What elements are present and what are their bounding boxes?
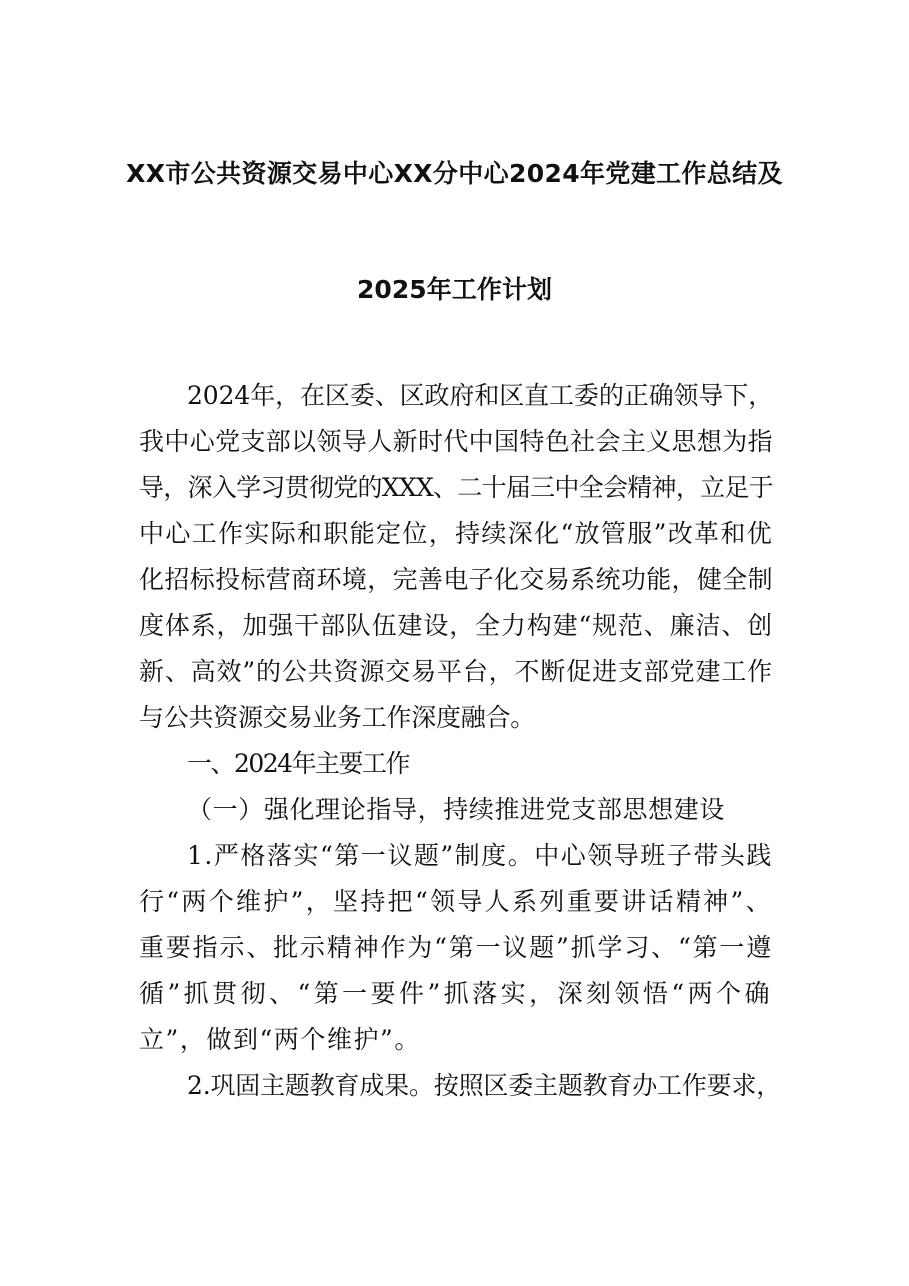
item-1-line-3: 重要指示、批示精神作为“第一议题”抓学习、“第一遵 xyxy=(139,933,774,962)
body-line-3: 导，深入学习贯彻党的XXX、二十届三中全会精神，立足于 xyxy=(139,473,773,502)
body-line-2: 我中心党支部以领导人新时代中国特色社会主义思想为指 xyxy=(139,427,774,456)
item-1-line-2: 行“两个维护”，坚持把“领导人系列重要讲话精神”、 xyxy=(139,887,773,916)
document-title-line-2: 2025年工作计划 xyxy=(356,275,553,304)
item-1-line-4: 循”抓贯彻、“第一要件”抓落实，深刻领悟“两个确 xyxy=(139,979,773,1008)
subsection-heading-1: （一）强化理论指导，持续推进党支部思想建设 xyxy=(187,795,726,824)
body-line-1: 2024年，在区委、区政府和区直工委的正确领导下， xyxy=(187,381,774,410)
item-1-line-1: 1.严格落实“第一议题”制度。中心领导班子带头践 xyxy=(187,841,773,870)
body-line-5: 化招标投标营商环境，完善电子化交易系统功能，健全制 xyxy=(139,565,774,594)
item-1-line-5: 立”，做到“两个维护”。 xyxy=(139,1025,421,1054)
body-line-8: 与公共资源交易业务工作深度融合。 xyxy=(139,703,536,732)
body-line-6: 度体系，加强干部队伍建设，全力构建“规范、廉洁、创 xyxy=(139,611,774,640)
body-line-4: 中心工作实际和职能定位，持续深化“放管服”改革和优 xyxy=(139,519,774,548)
section-heading-1: 一、2024年主要工作 xyxy=(187,749,410,778)
document-title-line-1: XX市公共资源交易中心XX分中心2024年党建工作总结及 xyxy=(126,159,783,188)
body-line-7: 新、高效”的公共资源交易平台，不断促进支部党建工作 xyxy=(139,657,774,686)
item-2-line-1: 2.巩固主题教育成果。按照区委主题教育办工作要求， xyxy=(187,1071,782,1100)
